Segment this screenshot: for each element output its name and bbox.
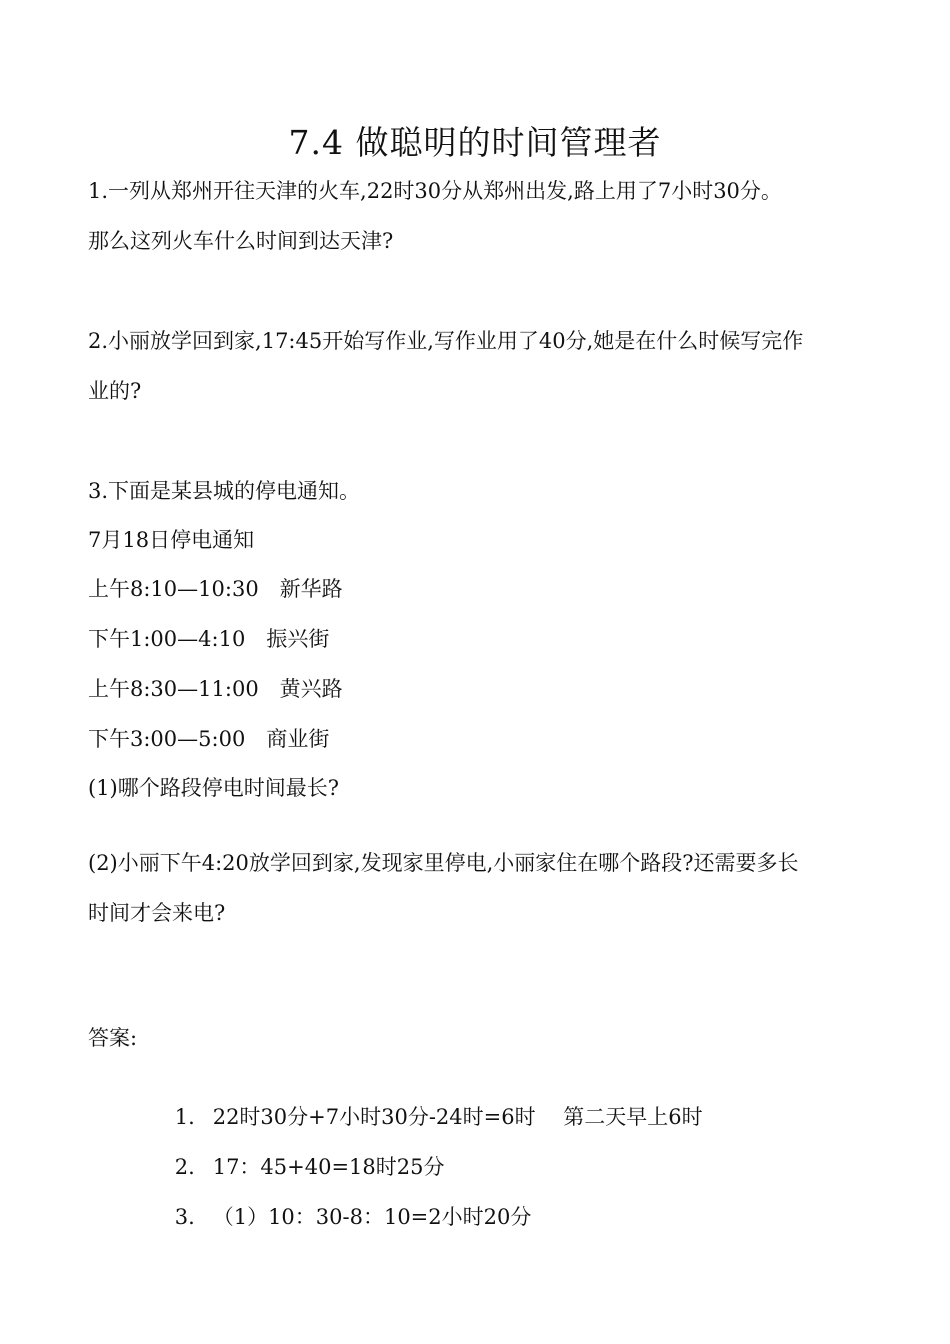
notice-row: 下午3:00—5:00 商业街 <box>88 727 330 751</box>
answers-heading: 答案: <box>88 1026 138 1050</box>
answer-number: 2. <box>174 1155 195 1179</box>
question-2-line-1: 2.小丽放学回到家,17:45开始写作业,写作业用了40分,她是在什么时候写完作 <box>88 329 804 353</box>
notice-title: 7月18日停电通知 <box>88 528 255 552</box>
notice-row: 上午8:10—10:30 新华路 <box>88 577 343 601</box>
notice-row: 上午8:30—11:00 黄兴路 <box>88 677 343 701</box>
question-1-line-2: 那么这列火车什么时间到达天津? <box>88 229 394 253</box>
answer-number: 1. <box>174 1105 195 1129</box>
question-2-line-2: 业的? <box>88 379 142 403</box>
question-3-sub-1: (1)哪个路段停电时间最长? <box>88 776 340 800</box>
answer-text: 17：45+40=18时25分 <box>212 1155 445 1179</box>
answer-text: （1）10：30-8：10=2小时20分 <box>212 1205 532 1229</box>
answer-number: 3. <box>174 1205 195 1229</box>
question-1-line-1: 1.一列从郑州开往天津的火车,22时30分从郑州出发,路上用了7小时30分。 <box>88 179 782 203</box>
notice-row: 下午1:00—4:10 振兴街 <box>88 627 330 651</box>
question-3-sub-2-line-1: (2)小丽下午4:20放学回到家,发现家里停电,小丽家住在哪个路段?还需要多长 <box>88 851 799 875</box>
question-3-sub-2-line-2: 时间才会来电? <box>88 901 226 925</box>
answer-text: 22时30分+7小时30分-24时=6时 第二天早上6时 <box>212 1105 703 1129</box>
question-3-intro: 3.下面是某县城的停电通知。 <box>88 479 361 503</box>
page-title: 7.4 做聪明的时间管理者 <box>288 123 662 162</box>
answer-item <box>148 1172 888 1262</box>
